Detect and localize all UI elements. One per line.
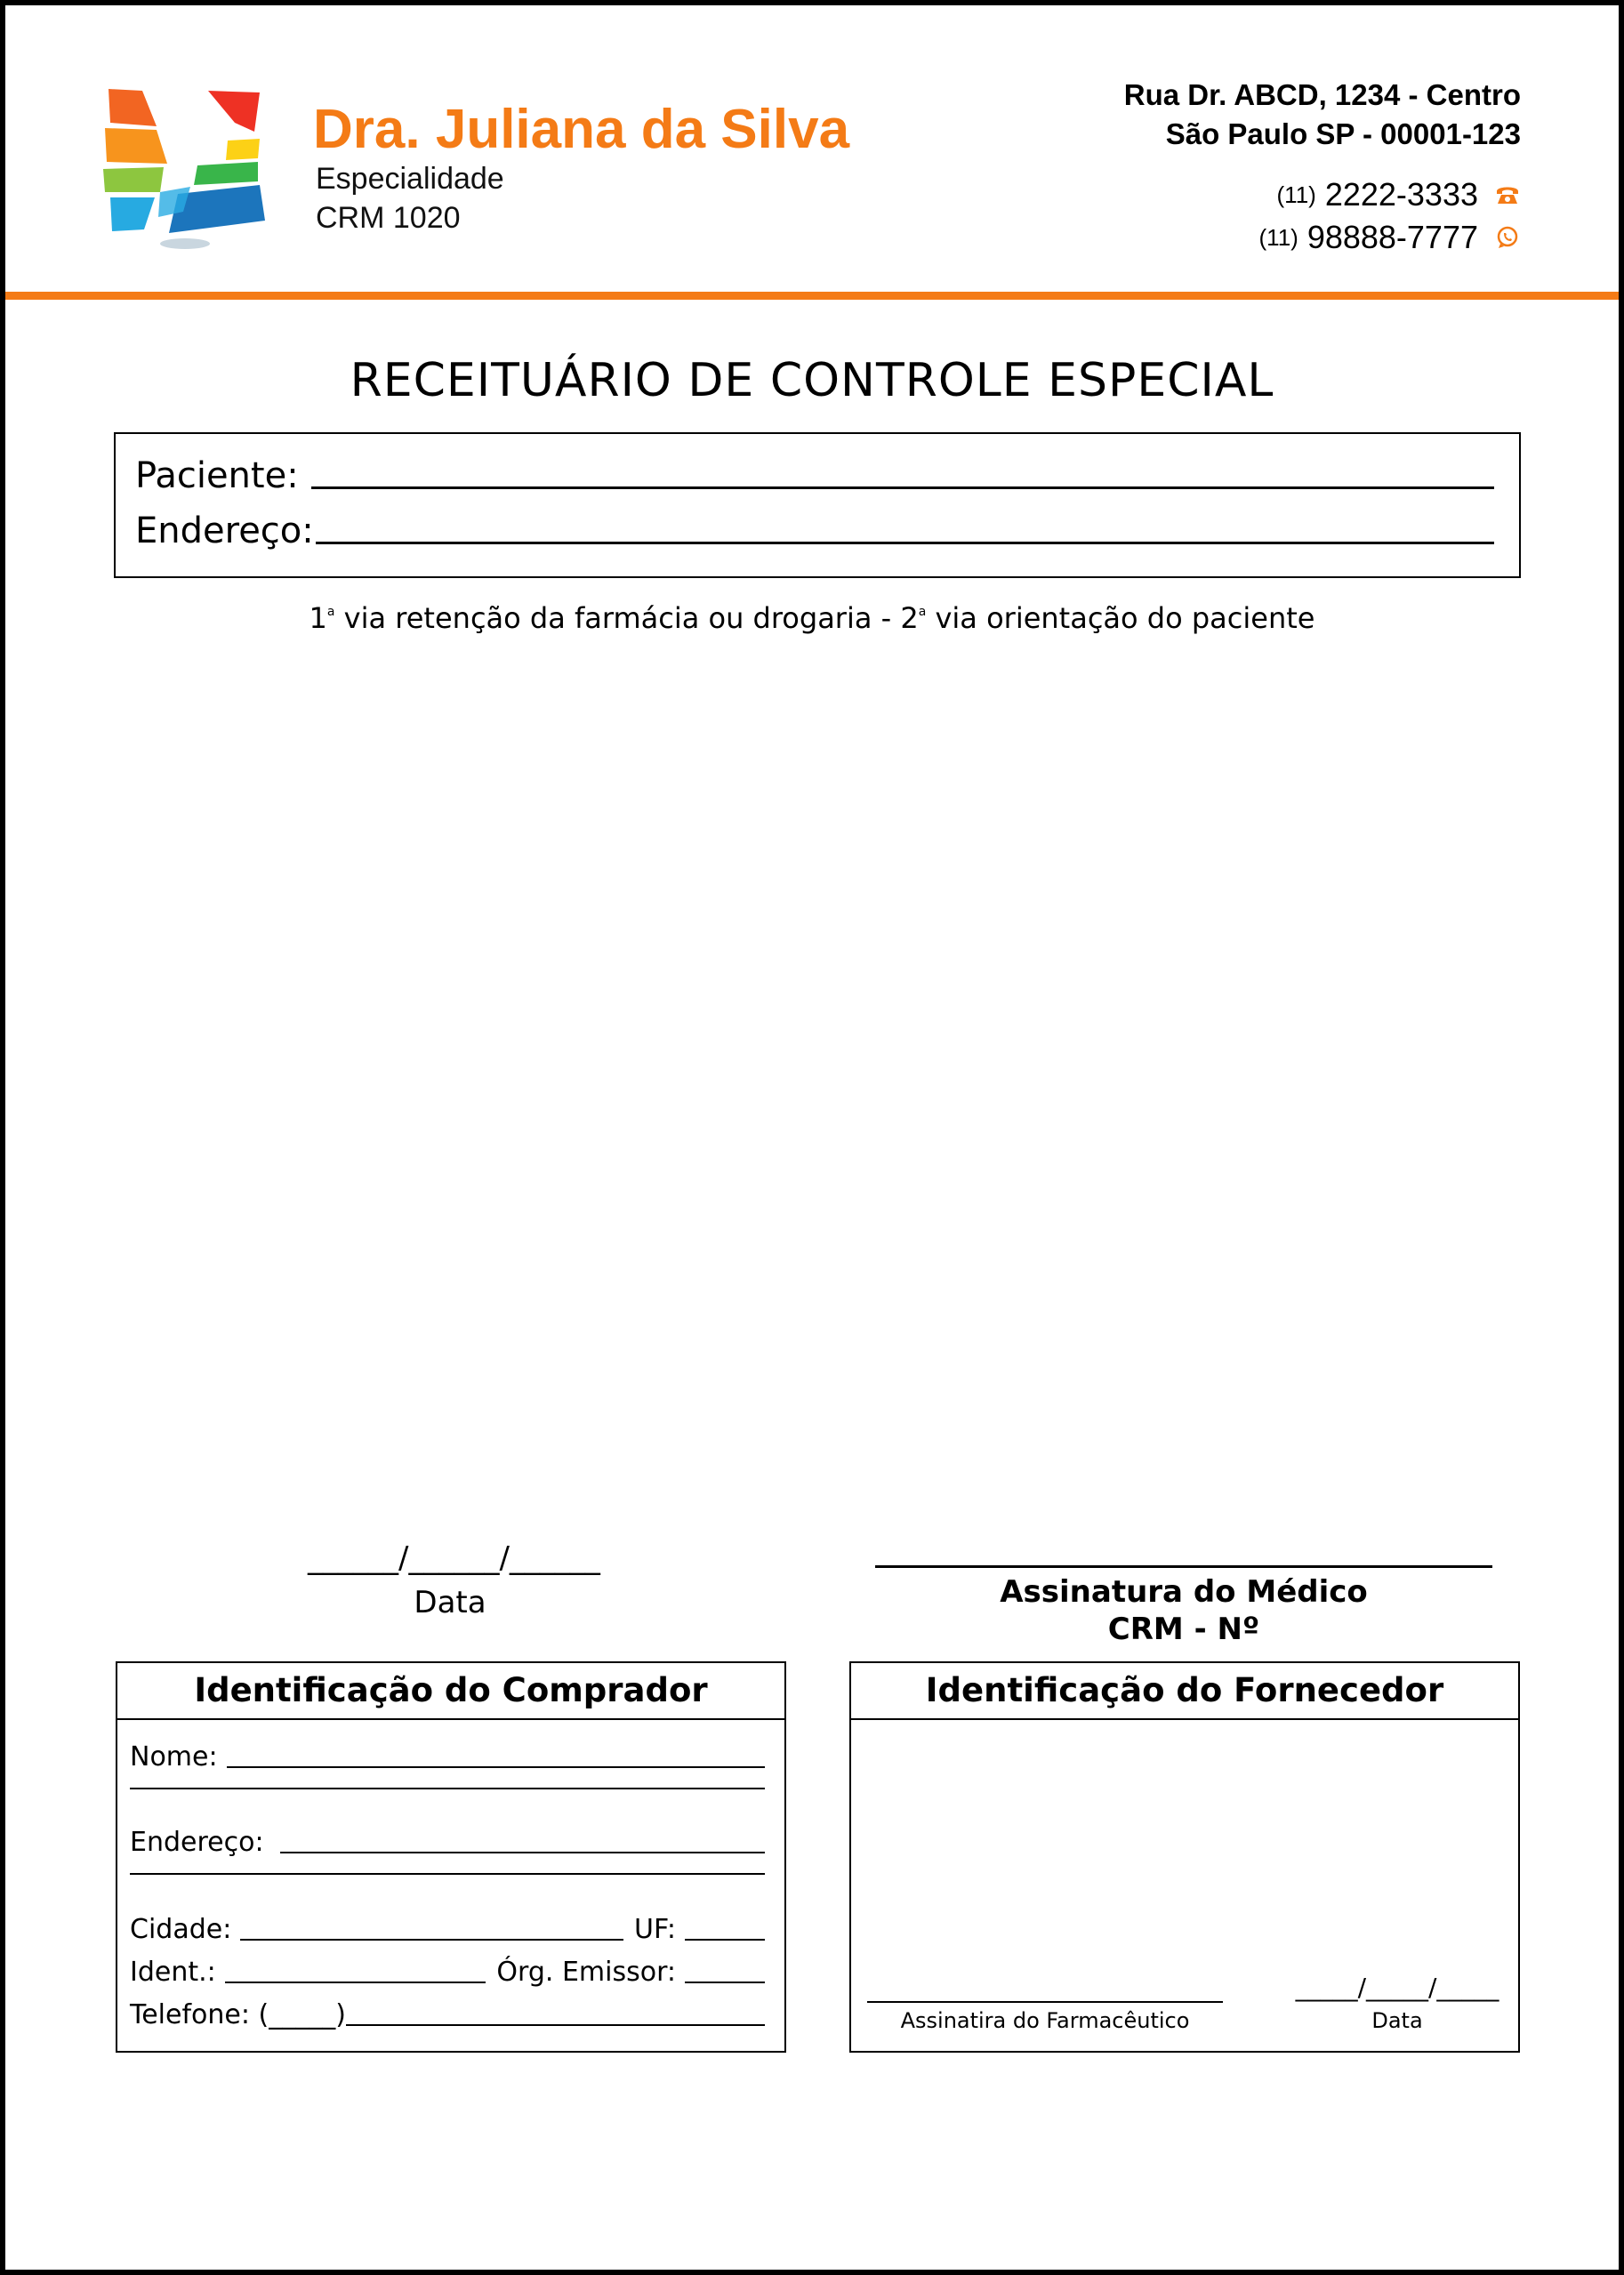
- patient-address-label: Endereço:: [135, 510, 314, 551]
- copy-instructions: 1$^a$ via retenção da farmácia ou drogaria - 2$^a$ via orientação do paciente: [309, 601, 1315, 635]
- address-line-1: Rua Dr. ABCD, 1234 - Centro: [1123, 78, 1521, 111]
- buyer-name-label: Nome:: [130, 1741, 218, 1773]
- phone-ddd: (11): [1276, 181, 1316, 208]
- buyer-address-field[interactable]: [130, 1827, 765, 1858]
- supplier-date-label: Data: [1371, 2008, 1423, 2033]
- doctor-crm-label: CRM - Nº: [1107, 1612, 1260, 1647]
- mobile-number: 98888-7777: [1306, 219, 1478, 255]
- doctor-specialty: Especialidade: [316, 162, 504, 196]
- buyer-phone-line[interactable]: [346, 2024, 765, 2026]
- buyer-identification-box: [116, 1661, 786, 2053]
- buyer-ident-line[interactable]: [225, 1982, 486, 1983]
- patient-box: [114, 432, 1521, 578]
- buyer-ident-field[interactable]: [130, 1957, 765, 1988]
- doctor-name: Dra. Juliana da Silva: [313, 99, 850, 160]
- pharmacist-signature-line[interactable]: [867, 2001, 1223, 2003]
- buyer-phone-label: Telefone: (_____): [130, 1999, 346, 2030]
- header-divider: [5, 292, 1619, 300]
- clinic-logo-icon: [101, 87, 270, 256]
- buyer-city-label: Cidade:: [130, 1914, 232, 1945]
- buyer-name-continuation[interactable]: [130, 1788, 765, 1794]
- mobile-ddd: (11): [1258, 223, 1298, 251]
- supplier-heading: Identificação do Fornecedor: [851, 1663, 1518, 1720]
- whatsapp-icon: [1494, 224, 1521, 251]
- phone-number: 2222-3333: [1324, 176, 1478, 213]
- buyer-ident-label: Ident.:: [130, 1957, 216, 1988]
- patient-address-input-line[interactable]: [316, 542, 1494, 544]
- buyer-phone-field[interactable]: [130, 1999, 765, 2030]
- prescription-date-blank[interactable]: ______/______/______: [308, 1540, 600, 1576]
- address-line-2: São Paulo SP - 00001-123: [1165, 117, 1521, 150]
- page-title: RECEITUÁRIO DE CONTROLE ESPECIAL: [350, 354, 1274, 407]
- patient-address-field[interactable]: [135, 510, 1494, 551]
- phone-line: [1277, 176, 1521, 213]
- buyer-address-line-2[interactable]: [130, 1873, 765, 1875]
- doctor-signature-label: Assinatura do Médico: [1000, 1574, 1368, 1610]
- supplier-identification-box: [849, 1661, 1520, 2053]
- mobile-line: [1259, 219, 1522, 256]
- buyer-uf-line[interactable]: [685, 1939, 765, 1941]
- doctor-signature-line[interactable]: [875, 1565, 1492, 1568]
- patient-field[interactable]: [135, 455, 1494, 496]
- patient-input-line[interactable]: [311, 486, 1494, 489]
- telephone-icon: [1494, 181, 1521, 208]
- doctor-crm: CRM 1020: [316, 201, 461, 235]
- buyer-address-label: Endereço:: [130, 1827, 264, 1858]
- supplier-date-blank[interactable]: _____/_____/_____: [1295, 1973, 1499, 2002]
- buyer-issuer-label: Órg. Emissor:: [496, 1957, 676, 1988]
- prescription-date-label: Data: [414, 1585, 486, 1620]
- buyer-uf-label: UF:: [634, 1914, 676, 1945]
- patient-label: Paciente:: [135, 455, 299, 496]
- buyer-heading: Identificação do Comprador: [117, 1663, 784, 1720]
- buyer-name-field[interactable]: [130, 1741, 765, 1773]
- buyer-address-continuation[interactable]: [130, 1873, 765, 1879]
- buyer-address-line[interactable]: [280, 1852, 765, 1853]
- buyer-name-line[interactable]: [227, 1766, 765, 1768]
- pharmacist-signature-label: Assinatira do Farmacêutico: [900, 2008, 1190, 2033]
- buyer-city-line[interactable]: [240, 1939, 623, 1941]
- buyer-city-field[interactable]: [130, 1914, 765, 1945]
- buyer-name-line-2[interactable]: [130, 1788, 765, 1789]
- buyer-issuer-line[interactable]: [685, 1982, 765, 1983]
